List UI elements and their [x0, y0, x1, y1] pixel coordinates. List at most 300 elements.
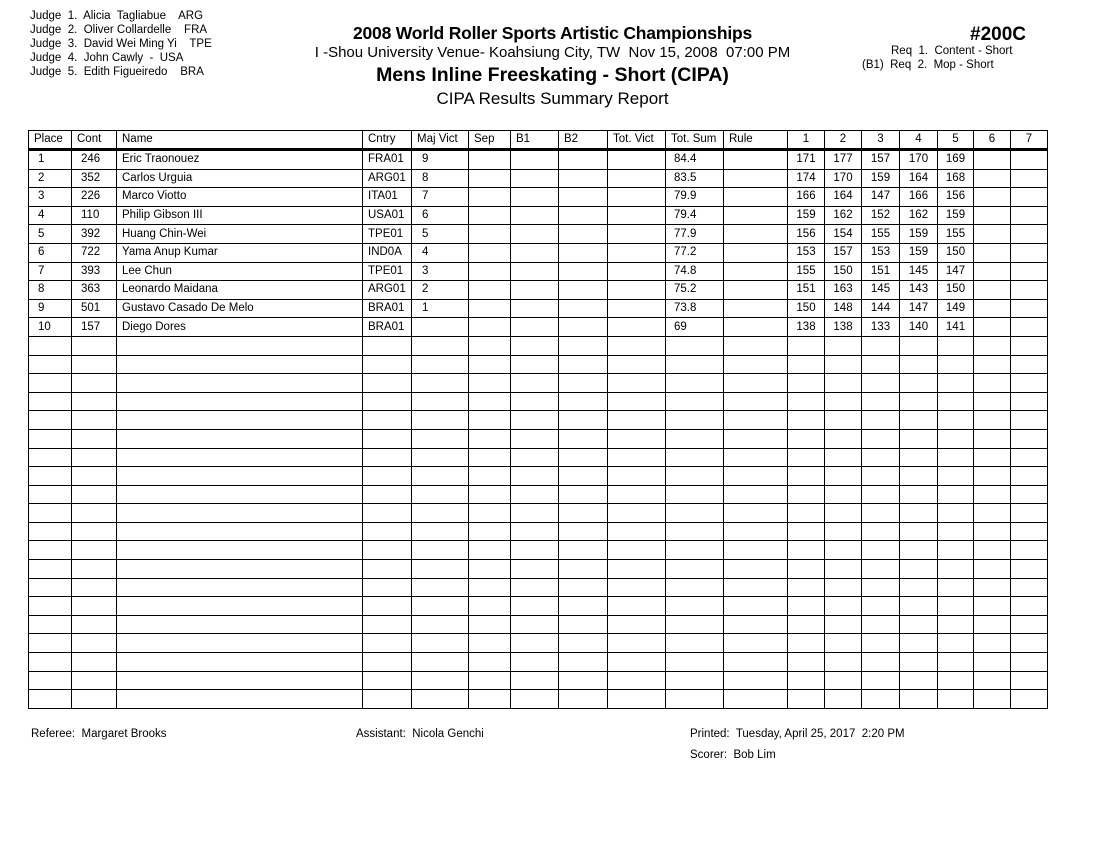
- empty-cell: [72, 392, 117, 411]
- cell-tot-sum: 84.4: [666, 150, 724, 170]
- empty-cell: [788, 504, 825, 523]
- cell-j1: 174: [788, 169, 825, 188]
- empty-cell: [974, 560, 1011, 579]
- cell-j6: [974, 299, 1011, 318]
- empty-row: [29, 429, 1048, 448]
- empty-cell: [559, 597, 608, 616]
- col-header-judge-7: 7: [1011, 131, 1048, 150]
- empty-row: [29, 355, 1048, 374]
- empty-cell: [900, 485, 938, 504]
- empty-row: [29, 336, 1048, 355]
- event-number: #200C: [970, 24, 1026, 45]
- empty-cell: [511, 560, 559, 579]
- empty-cell: [608, 615, 666, 634]
- cell-j7: [1011, 188, 1048, 207]
- cell-name: Marco Viotto: [117, 188, 363, 207]
- empty-cell: [938, 578, 974, 597]
- empty-cell: [511, 541, 559, 560]
- cell-cntry: BRA01: [363, 318, 412, 337]
- cell-tot-vict: [608, 169, 666, 188]
- cell-b1: [511, 188, 559, 207]
- empty-cell: [469, 448, 511, 467]
- cell-j2: 163: [825, 281, 862, 300]
- cell-b2: [559, 225, 608, 244]
- empty-cell: [412, 522, 469, 541]
- empty-cell: [974, 671, 1011, 690]
- cell-j7: [1011, 150, 1048, 170]
- cell-j3: 133: [862, 318, 900, 337]
- empty-cell: [900, 653, 938, 672]
- empty-cell: [608, 429, 666, 448]
- empty-cell: [724, 504, 788, 523]
- empty-cell: [72, 504, 117, 523]
- empty-cell: [825, 504, 862, 523]
- cell-cont: 722: [72, 243, 117, 262]
- empty-cell: [938, 411, 974, 430]
- cell-maj-vict: 9: [412, 150, 469, 170]
- empty-cell: [862, 597, 900, 616]
- empty-cell: [724, 578, 788, 597]
- table-row: [29, 206, 1048, 225]
- empty-cell: [788, 485, 825, 504]
- empty-cell: [117, 467, 363, 486]
- empty-row: [29, 485, 1048, 504]
- cell-place: 1: [29, 150, 72, 170]
- empty-cell: [938, 392, 974, 411]
- col-header-tot-sum: Tot. Sum: [666, 131, 724, 150]
- table-row: [29, 188, 1048, 207]
- empty-cell: [412, 690, 469, 709]
- empty-cell: [938, 690, 974, 709]
- empty-cell: [825, 392, 862, 411]
- cell-rule: [724, 299, 788, 318]
- cell-name: Carlos Urguia: [117, 169, 363, 188]
- empty-cell: [666, 578, 724, 597]
- empty-cell: [938, 336, 974, 355]
- empty-cell: [72, 411, 117, 430]
- cell-b2: [559, 150, 608, 170]
- col-header-tot-vict: Tot. Vict: [608, 131, 666, 150]
- empty-cell: [117, 336, 363, 355]
- cell-tot-sum: 74.8: [666, 262, 724, 281]
- cell-j6: [974, 262, 1011, 281]
- empty-cell: [469, 374, 511, 393]
- empty-cell: [900, 411, 938, 430]
- scorer: Scorer: Bob Lim: [690, 749, 776, 761]
- empty-cell: [938, 374, 974, 393]
- empty-cell: [117, 392, 363, 411]
- empty-cell: [974, 392, 1011, 411]
- empty-cell: [511, 411, 559, 430]
- cell-j3: 151: [862, 262, 900, 281]
- judges-panel: [30, 9, 212, 79]
- empty-cell: [608, 690, 666, 709]
- col-header-b2: B2: [559, 131, 608, 150]
- cell-j1: 159: [788, 206, 825, 225]
- cell-j5: 147: [938, 262, 974, 281]
- cell-j1: 153: [788, 243, 825, 262]
- cell-tot-vict: [608, 150, 666, 170]
- cell-tot-vict: [608, 206, 666, 225]
- empty-cell: [974, 634, 1011, 653]
- empty-cell: [900, 597, 938, 616]
- empty-cell: [900, 560, 938, 579]
- empty-cell: [825, 671, 862, 690]
- empty-cell: [900, 671, 938, 690]
- empty-cell: [412, 615, 469, 634]
- cell-sep: [469, 150, 511, 170]
- empty-cell: [559, 653, 608, 672]
- cell-j2: 154: [825, 225, 862, 244]
- empty-cell: [469, 597, 511, 616]
- cell-b1: [511, 262, 559, 281]
- empty-cell: [666, 690, 724, 709]
- empty-cell: [363, 671, 412, 690]
- empty-cell: [666, 504, 724, 523]
- empty-cell: [559, 671, 608, 690]
- empty-cell: [117, 355, 363, 374]
- cell-place: 6: [29, 243, 72, 262]
- cell-j1: 166: [788, 188, 825, 207]
- col-header-judge-5: 5: [938, 131, 974, 150]
- empty-cell: [862, 504, 900, 523]
- empty-cell: [724, 411, 788, 430]
- cell-j7: [1011, 243, 1048, 262]
- empty-cell: [117, 578, 363, 597]
- printed-timestamp: Printed: Tuesday, April 25, 2017 2:20 PM: [690, 728, 905, 740]
- cell-j5: 150: [938, 281, 974, 300]
- empty-cell: [608, 634, 666, 653]
- empty-cell: [788, 541, 825, 560]
- empty-cell: [363, 615, 412, 634]
- empty-cell: [559, 560, 608, 579]
- empty-cell: [363, 448, 412, 467]
- col-header-place: Place: [29, 131, 72, 150]
- empty-cell: [608, 392, 666, 411]
- cell-tot-sum: 77.9: [666, 225, 724, 244]
- cell-b2: [559, 281, 608, 300]
- empty-cell: [117, 429, 363, 448]
- cell-j2: 150: [825, 262, 862, 281]
- cell-sep: [469, 225, 511, 244]
- empty-cell: [666, 560, 724, 579]
- empty-cell: [1011, 653, 1048, 672]
- empty-cell: [559, 578, 608, 597]
- empty-cell: [724, 541, 788, 560]
- empty-cell: [559, 355, 608, 374]
- empty-cell: [72, 615, 117, 634]
- cell-j3: 147: [862, 188, 900, 207]
- empty-cell: [72, 355, 117, 374]
- cell-sep: [469, 318, 511, 337]
- cell-tot-sum: 75.2: [666, 281, 724, 300]
- empty-cell: [511, 429, 559, 448]
- empty-row: [29, 634, 1048, 653]
- empty-cell: [974, 336, 1011, 355]
- empty-cell: [117, 597, 363, 616]
- empty-cell: [469, 653, 511, 672]
- empty-cell: [29, 336, 72, 355]
- empty-cell: [559, 690, 608, 709]
- table-row: [29, 169, 1048, 188]
- cell-j4: 143: [900, 281, 938, 300]
- empty-cell: [938, 653, 974, 672]
- venue-line: I -Shou University Venue- Koahsiung City, TW Nov 15, 2008 07:00 PM: [314, 44, 791, 61]
- empty-cell: [511, 485, 559, 504]
- empty-row: [29, 522, 1048, 541]
- empty-cell: [117, 560, 363, 579]
- empty-cell: [117, 374, 363, 393]
- empty-cell: [72, 597, 117, 616]
- col-header-judge-3: 3: [862, 131, 900, 150]
- empty-cell: [666, 541, 724, 560]
- empty-cell: [608, 597, 666, 616]
- cell-j4: 164: [900, 169, 938, 188]
- cell-j7: [1011, 225, 1048, 244]
- cell-cont: 392: [72, 225, 117, 244]
- empty-cell: [363, 374, 412, 393]
- empty-cell: [938, 522, 974, 541]
- referee: Referee: Margaret Brooks: [31, 728, 167, 740]
- empty-cell: [825, 615, 862, 634]
- results-body: [29, 150, 1048, 709]
- empty-cell: [1011, 597, 1048, 616]
- empty-cell: [608, 522, 666, 541]
- empty-cell: [862, 634, 900, 653]
- empty-cell: [559, 429, 608, 448]
- cell-j7: [1011, 206, 1048, 225]
- empty-cell: [412, 578, 469, 597]
- empty-cell: [72, 671, 117, 690]
- cell-cntry: ARG01: [363, 281, 412, 300]
- empty-cell: [825, 467, 862, 486]
- empty-row: [29, 448, 1048, 467]
- empty-cell: [938, 615, 974, 634]
- cell-sep: [469, 281, 511, 300]
- empty-cell: [938, 541, 974, 560]
- empty-cell: [559, 467, 608, 486]
- cell-j3: 152: [862, 206, 900, 225]
- empty-cell: [788, 392, 825, 411]
- cell-j3: 159: [862, 169, 900, 188]
- cell-tot-vict: [608, 299, 666, 318]
- empty-cell: [511, 522, 559, 541]
- empty-cell: [974, 429, 1011, 448]
- cell-name: Lee Chun: [117, 262, 363, 281]
- empty-cell: [974, 374, 1011, 393]
- empty-cell: [412, 429, 469, 448]
- empty-cell: [724, 597, 788, 616]
- empty-cell: [724, 634, 788, 653]
- championship-title: 2008 World Roller Sports Artistic Championships: [352, 23, 752, 43]
- empty-cell: [900, 467, 938, 486]
- empty-cell: [29, 485, 72, 504]
- empty-cell: [72, 690, 117, 709]
- empty-cell: [412, 411, 469, 430]
- empty-cell: [412, 355, 469, 374]
- table-header-row: [29, 131, 1048, 150]
- empty-cell: [900, 504, 938, 523]
- empty-cell: [825, 653, 862, 672]
- cell-maj-vict: 7: [412, 188, 469, 207]
- col-header-judge-2: 2: [825, 131, 862, 150]
- empty-cell: [788, 522, 825, 541]
- empty-row: [29, 374, 1048, 393]
- cell-cntry: IND0A: [363, 243, 412, 262]
- results-table: [28, 130, 1048, 709]
- empty-row: [29, 597, 1048, 616]
- cell-j5: 156: [938, 188, 974, 207]
- empty-cell: [29, 411, 72, 430]
- empty-cell: [862, 392, 900, 411]
- empty-cell: [469, 504, 511, 523]
- col-header-b1: B1: [511, 131, 559, 150]
- empty-cell: [900, 541, 938, 560]
- empty-row: [29, 653, 1048, 672]
- empty-cell: [938, 560, 974, 579]
- empty-cell: [469, 671, 511, 690]
- empty-cell: [117, 411, 363, 430]
- cell-tot-sum: 83.5: [666, 169, 724, 188]
- cell-j7: [1011, 262, 1048, 281]
- empty-cell: [788, 597, 825, 616]
- cell-place: 7: [29, 262, 72, 281]
- cell-maj-vict: 4: [412, 243, 469, 262]
- empty-cell: [412, 448, 469, 467]
- empty-cell: [117, 690, 363, 709]
- cell-j3: 157: [862, 150, 900, 170]
- col-header-cont: Cont: [72, 131, 117, 150]
- empty-cell: [608, 374, 666, 393]
- empty-cell: [117, 448, 363, 467]
- empty-cell: [559, 634, 608, 653]
- cell-rule: [724, 206, 788, 225]
- empty-cell: [862, 653, 900, 672]
- empty-row: [29, 578, 1048, 597]
- cell-j7: [1011, 318, 1048, 337]
- empty-cell: [29, 374, 72, 393]
- cell-name: Diego Dores: [117, 318, 363, 337]
- empty-cell: [1011, 374, 1048, 393]
- empty-cell: [862, 541, 900, 560]
- empty-cell: [511, 597, 559, 616]
- empty-cell: [1011, 615, 1048, 634]
- empty-cell: [974, 448, 1011, 467]
- empty-cell: [363, 504, 412, 523]
- table-row: [29, 262, 1048, 281]
- cell-sep: [469, 188, 511, 207]
- empty-cell: [412, 671, 469, 690]
- judge-1: Judge 1. Alicia Tagliabue ARG: [30, 10, 204, 22]
- table-row: [29, 150, 1048, 170]
- cell-b2: [559, 169, 608, 188]
- cell-j2: 164: [825, 188, 862, 207]
- empty-cell: [511, 615, 559, 634]
- cell-cntry: TPE01: [363, 262, 412, 281]
- empty-cell: [511, 392, 559, 411]
- empty-cell: [788, 634, 825, 653]
- judge-4: Judge 4. John Cawly - USA: [30, 52, 184, 64]
- cell-j4: 159: [900, 243, 938, 262]
- cell-j1: 155: [788, 262, 825, 281]
- empty-cell: [608, 355, 666, 374]
- empty-cell: [666, 336, 724, 355]
- empty-cell: [469, 615, 511, 634]
- empty-cell: [788, 429, 825, 448]
- cell-name: Yama Anup Kumar: [117, 243, 363, 262]
- cell-b2: [559, 206, 608, 225]
- empty-cell: [900, 634, 938, 653]
- empty-cell: [117, 504, 363, 523]
- empty-cell: [511, 504, 559, 523]
- empty-cell: [825, 578, 862, 597]
- empty-cell: [666, 467, 724, 486]
- empty-cell: [666, 597, 724, 616]
- empty-cell: [862, 671, 900, 690]
- col-header-rule: Rule: [724, 131, 788, 150]
- empty-cell: [900, 392, 938, 411]
- empty-cell: [974, 615, 1011, 634]
- empty-cell: [559, 541, 608, 560]
- empty-cell: [938, 504, 974, 523]
- empty-cell: [559, 485, 608, 504]
- empty-cell: [412, 504, 469, 523]
- empty-cell: [666, 671, 724, 690]
- empty-cell: [1011, 448, 1048, 467]
- empty-cell: [608, 560, 666, 579]
- empty-cell: [900, 336, 938, 355]
- empty-cell: [363, 336, 412, 355]
- col-header-sep: Sep: [469, 131, 511, 150]
- cell-b1: [511, 243, 559, 262]
- empty-cell: [862, 429, 900, 448]
- cell-b1: [511, 318, 559, 337]
- cell-place: 2: [29, 169, 72, 188]
- cell-name: Philip Gibson III: [117, 206, 363, 225]
- empty-cell: [862, 448, 900, 467]
- empty-cell: [29, 467, 72, 486]
- cell-b2: [559, 299, 608, 318]
- empty-cell: [900, 429, 938, 448]
- cell-name: Huang Chin-Wei: [117, 225, 363, 244]
- cell-b1: [511, 150, 559, 170]
- cell-cont: 246: [72, 150, 117, 170]
- empty-cell: [825, 597, 862, 616]
- empty-cell: [938, 485, 974, 504]
- empty-cell: [724, 355, 788, 374]
- cell-j6: [974, 318, 1011, 337]
- empty-cell: [974, 578, 1011, 597]
- empty-cell: [825, 355, 862, 374]
- empty-cell: [825, 448, 862, 467]
- empty-cell: [788, 355, 825, 374]
- empty-row: [29, 504, 1048, 523]
- cell-place: 3: [29, 188, 72, 207]
- cell-j2: 148: [825, 299, 862, 318]
- cell-maj-vict: 3: [412, 262, 469, 281]
- cell-j7: [1011, 281, 1048, 300]
- cell-j4: 162: [900, 206, 938, 225]
- empty-cell: [1011, 429, 1048, 448]
- empty-cell: [559, 374, 608, 393]
- empty-cell: [666, 485, 724, 504]
- empty-cell: [29, 653, 72, 672]
- empty-cell: [938, 448, 974, 467]
- empty-cell: [511, 690, 559, 709]
- empty-row: [29, 467, 1048, 486]
- empty-cell: [724, 429, 788, 448]
- judge-5: Judge 5. Edith Figueiredo BRA: [30, 66, 204, 78]
